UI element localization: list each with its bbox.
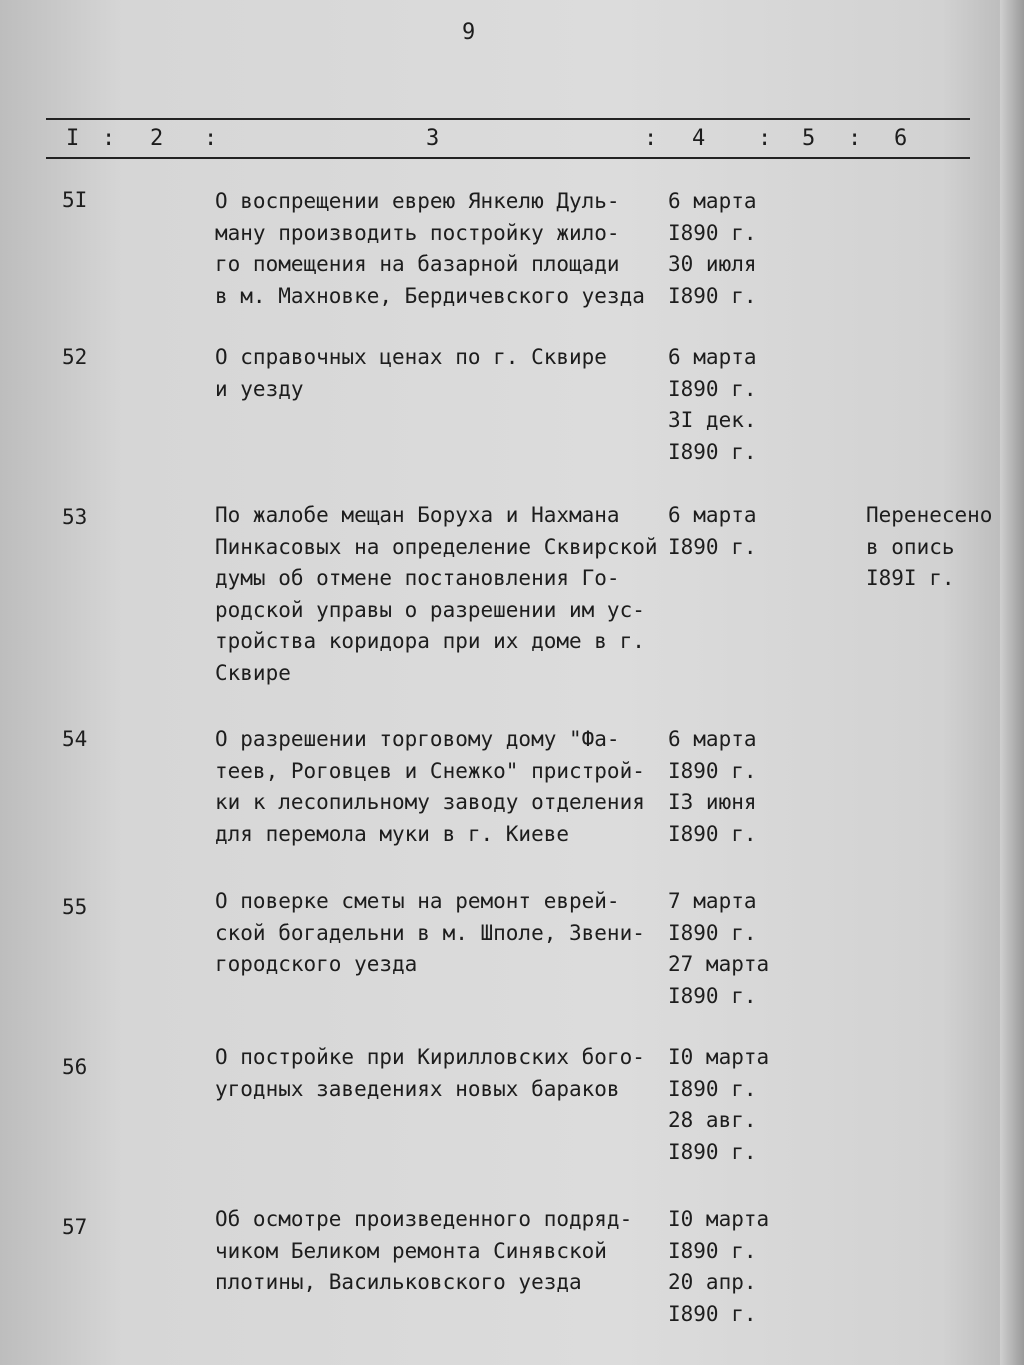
column-separator: : [848,126,862,151]
entry-title: По жалобе мещан Боруха и Нахмана Пинкасовых на определение Сквирской думы об отмене постановления Го- родской управы о разрешении им ус- тройства коридора при их доме в г. Сквире [215,503,658,685]
column-separator: : [204,126,218,151]
column-header-2: 2 [150,126,164,151]
column-separator: : [102,126,116,151]
entry-dates: 6 марта I890 г. I3 июня I890 г. [668,727,757,846]
entry-title: О справочных ценах по г. Сквире и уезду [215,345,607,401]
entry-number: 57 [62,1215,88,1239]
entry-title: О воспрещении еврею Янкелю Дуль- ману производить постройку жило- го помещения на базарной площади в м. Махновке, Бердичевского уезда [215,189,645,308]
entry-dates: I0 марта I890 г. 28 авг. I890 г. [668,1045,770,1164]
entry-number: 55 [62,895,88,919]
column-header-6: 6 [894,126,908,151]
entry-dates: 6 марта I890 г. 30 июля I890 г. [668,189,757,308]
column-separator: : [758,126,772,151]
entry-title: Об осмотре произведенного подряд- чиком Беликом ремонта Синявской плотины, Васильковского уезда [215,1207,633,1294]
column-header-4: 4 [692,126,706,151]
column-separator: : [644,126,658,151]
page-number: 9 [462,20,476,45]
column-header-1: I [66,126,80,151]
entry-dates: 7 марта I890 г. 27 марта I890 г. [668,889,770,1008]
column-header-3: 3 [426,126,440,151]
entry-number: 54 [62,727,88,751]
entry-dates: I0 марта I890 г. 20 апр. I890 г. [668,1207,770,1326]
entry-number: 56 [62,1055,88,1079]
entry-title: О разрешении торговому дому "Фа- теев, Роговцев и Снежко" пристрой- ки к лесопильному заводу отделения для перемола муки в г. Киеве [215,727,645,846]
entry-number: 52 [62,345,88,369]
entry-title: О постройке при Кирилловских бого- угодных заведениях новых бараков [215,1045,645,1101]
column-header-5: 5 [802,126,816,151]
page-edge-shadow [1000,0,1024,1365]
table-header-rule [46,157,970,159]
entry-dates: 6 марта I890 г. 3I дек. I890 г. [668,345,757,464]
entry-dates: 6 марта I890 г. [668,503,757,559]
entry-title: О поверке сметы на ремонт еврей- ской богадельни в м. Шполе, Звени- городского уезда [215,889,645,976]
entry-note: Перенесено в опись I89I г. [866,503,993,590]
entry-number: 5I [62,188,88,212]
table-top-rule [46,118,970,120]
entry-number: 53 [62,505,88,529]
